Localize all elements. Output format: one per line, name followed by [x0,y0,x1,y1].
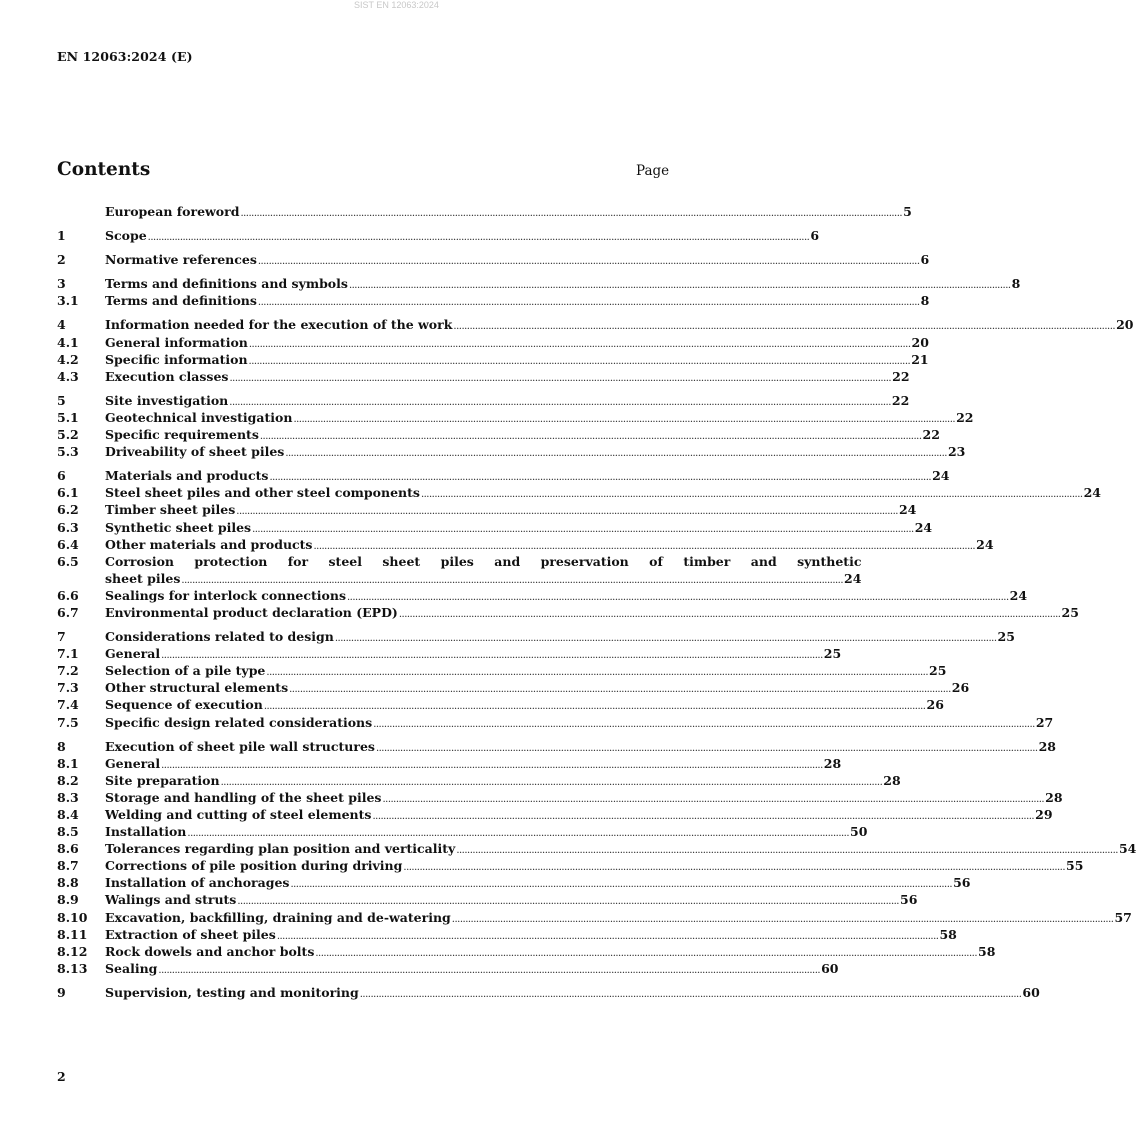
toc-entry[interactable] [57,755,842,772]
toc-entry-title: Sequence of execution [105,697,263,713]
toc-entry-title: Installation [105,824,187,840]
toc-entry-number: 7.3 [57,680,79,696]
toc-entry-title: Materials and products [105,468,269,484]
dot-leader [258,253,920,270]
toc-entry-title: Other structural elements [105,680,289,696]
dot-leader [158,962,820,979]
toc-entry[interactable] [57,501,917,518]
dot-leader [260,428,922,445]
toc-entry[interactable] [57,789,1063,806]
toc-entry-title: Tolerances regarding plan position and verticality [105,841,456,857]
toc-entry-number: 7.4 [57,697,79,713]
dot-leader [360,986,1022,1003]
dot-leader [289,681,951,698]
dot-leader [382,791,1044,808]
dot-leader [285,445,947,462]
toc-entry-title: Execution of sheet pile wall structures [105,738,375,754]
toc-entry-title: Synthetic sheet piles [105,519,252,535]
toc-entry-number: 8.4 [57,807,79,822]
toc-entry-number: 5.3 [57,444,79,460]
dot-leader [399,606,1061,623]
toc-entry-title: Environmental product declaration (EPD) [105,604,398,620]
toc-entry-title: Terms and definitions and symbols [105,276,348,292]
toc-entry[interactable] [57,772,901,789]
toc-entry-number: 8.13 [57,960,88,976]
toc-entry-page: 50 [850,824,868,840]
toc-entry[interactable] [57,409,974,426]
toc-entry[interactable] [57,943,996,960]
toc-entry-title: Steel sheet piles and other steel components [105,485,420,501]
dot-leader [452,911,1114,928]
toc-entry-number: 6.2 [57,502,79,518]
dot-leader [347,589,1009,606]
toc-entry-number: 8.7 [57,858,79,874]
toc-entry-page: 24 [898,502,917,518]
toc-entry-number: 8.2 [57,772,79,788]
toc-entry-number: 4.2 [57,351,79,367]
toc-entry[interactable] [57,227,820,244]
toc-entry-title: Driveability of sheet piles [105,444,285,460]
toc-entry-title: General [105,646,161,662]
toc-entry[interactable] [57,840,1136,857]
toc-entry-title: Execution classes [105,368,229,384]
toc-entry-number: 6.3 [57,519,79,535]
toc-entry-number: 5.1 [57,409,79,425]
toc-entry-title: Walings and struts [105,892,237,908]
toc-entry[interactable] [57,351,929,368]
toc-entry-page: 22 [892,368,910,384]
toc-entry-title: Site investigation [105,392,229,408]
toc-entry-title: Corrections of pile position during driving [105,858,403,874]
toc-entry-page: 29 [1035,807,1053,822]
toc-entry[interactable] [57,275,1021,292]
toc-entry[interactable] [57,874,971,891]
dot-leader [249,353,911,370]
dot-leader [421,486,1083,503]
watermark: SIST EN 12063:2024 [354,0,439,10]
toc-entry-title: Other materials and products [105,536,313,552]
toc-entry-page: 25 [1061,604,1079,620]
toc-entry[interactable] [57,645,842,662]
toc-entry[interactable] [57,587,1028,604]
toc-entry-page: 23 [947,444,966,460]
dot-leader [161,757,823,774]
dot-leader [456,842,1118,859]
toc-entry-number: 4 [57,317,66,333]
dot-leader [372,808,1034,825]
toc-entry-number: 8.12 [57,943,88,959]
toc-entry[interactable] [57,984,1040,1001]
toc-entry-title-continued: sheet piles [105,570,181,586]
dot-leader [229,394,891,411]
toc-entry-title: European foreword [105,204,240,219]
toc-entry[interactable] [57,334,929,351]
toc-entry-number: 8.10 [57,909,88,925]
toc-entry-page: 6 [920,252,930,268]
page-column-heading: Page [636,163,670,179]
toc-entry-number: 8.5 [57,824,79,840]
toc-entry-title: Sealings for interlock connections [105,587,346,603]
toc-entry-page: 25 [997,629,1015,645]
dot-leader [315,945,977,962]
toc-entry-number: 7.5 [57,714,79,730]
toc-entry-number: 3.1 [57,293,79,309]
toc-entry[interactable] [57,392,910,409]
dot-leader [229,370,891,387]
toc-entry-number: 8.8 [57,875,79,891]
toc-entry-page: 6 [810,228,820,244]
toc-entry-number: 8.11 [57,926,88,942]
toc-entry[interactable] [57,662,947,679]
toc-entry-number: 4.3 [57,368,79,384]
toc-entry[interactable] [57,628,1015,645]
toc-entry[interactable] [57,679,970,696]
toc-entry-title: Welding and cutting of steel elements [105,807,372,822]
toc-entry-number: 6.1 [57,485,79,501]
toc-entry[interactable] [57,467,950,484]
toc-entry-page: 55 [1066,858,1084,874]
toc-entry[interactable] [57,316,1134,333]
dot-leader [258,294,920,311]
toc-entry-number: 1 [57,228,66,244]
toc-entry-title: Sealing [105,960,158,976]
toc-entry-page: 28 [823,755,842,771]
toc-entry-page: 24 [1083,485,1101,501]
toc-entry-title: Supervision, testing and monitoring [105,984,359,1000]
toc-entry-number: 8.6 [57,841,79,857]
toc-entry-title: Specific information [105,351,248,367]
toc-entry-title: Storage and handling of the sheet piles [105,789,382,805]
toc-entry-number: 8.9 [57,892,79,908]
toc-entry-number: 4.1 [57,334,79,350]
toc-entry-title: Normative references [105,252,257,268]
toc-entry-number: 6.7 [57,604,79,620]
toc-entry-title: Rock dowels and anchor bolts [105,943,315,959]
toc-entry[interactable] [57,251,930,268]
toc-entry-title: Considerations related to design [105,629,334,645]
toc-entry-page: 22 [956,409,974,425]
dot-leader [148,229,810,246]
toc-entry-page: 28 [1045,789,1063,805]
toc-entry-number: 2 [57,252,66,268]
toc-entry-page: 22 [891,392,910,408]
toc-entry[interactable] [57,426,940,443]
toc-entry-title: Scope [105,228,147,244]
toc-entry-page: 24 [976,536,994,552]
toc-entry[interactable] [57,203,912,220]
toc-entry-title: Installation of anchorages [105,875,290,891]
toc-entry-title: Terms and definitions [105,293,257,309]
toc-entry-page: 24 [844,570,862,586]
toc-entry-number: 3 [57,276,66,292]
toc-entry-page: 54 [1118,841,1136,857]
toc-entry[interactable] [57,891,918,908]
toc-entry-title: Specific requirements [105,427,259,443]
toc-entry-page: 26 [951,680,970,696]
table-of-contents [57,203,1136,1001]
toc-entry[interactable] [57,292,930,309]
toc-entry-page: 24 [932,468,950,484]
dot-leader [373,716,1035,733]
toc-entry-title: Site preparation [105,772,220,788]
toc-entry[interactable] [57,857,1084,874]
dot-leader [293,411,955,428]
toc-entry-number: 7 [57,629,66,645]
dot-leader [453,318,1115,335]
toc-entry-page: 58 [939,926,957,942]
toc-entry[interactable] [57,519,933,536]
toc-entry-number: 5.2 [57,427,79,443]
toc-entry-title: Selection of a pile type [105,663,266,679]
toc-entry[interactable] [57,823,868,840]
dot-leader [252,521,914,538]
toc-entry[interactable] [57,368,910,385]
toc-entry-title: Corrosion protection for steel sheet piles and preservation of timber and synthetic [105,553,862,569]
toc-entry-page: 25 [929,663,947,679]
toc-entry-page: 57 [1114,909,1132,925]
dot-leader [277,928,939,945]
dot-leader [240,205,902,222]
toc-entry[interactable] [57,806,1053,823]
toc-entry-page: 28 [883,772,901,788]
toc-entry-number: 6.5 [57,553,79,569]
toc-entry-title: Timber sheet piles [105,502,236,518]
page-number: 2 [57,1069,66,1084]
toc-entry-page: 60 [1022,984,1040,1000]
toc-entry-number: 7.2 [57,663,79,679]
toc-entry-page: 58 [978,943,996,959]
toc-entry-title: General [105,755,161,771]
toc-entry-page: 24 [1009,587,1028,603]
toc-entry-page: 20 [911,334,929,350]
toc-entry[interactable] [57,553,862,587]
dot-leader [249,336,911,353]
toc-entry[interactable] [57,926,957,943]
document-id: EN 12063:2024 (E) [57,49,193,64]
toc-entry-page: 60 [821,960,839,976]
toc-entry-page: 56 [953,875,971,891]
toc-entry-page: 27 [1035,714,1054,730]
toc-entry[interactable] [57,536,994,553]
toc-entry-title: Information needed for the execution of the work [105,317,453,333]
toc-entry-number: 5 [57,392,66,408]
dot-leader [290,876,952,893]
toc-entry-title: General information [105,334,248,350]
dot-leader [376,740,1038,757]
toc-entry-page: 24 [914,519,933,535]
toc-entry-page: 25 [823,646,842,662]
toc-entry-page: 5 [903,204,912,219]
toc-entry-number: 6.6 [57,587,79,603]
toc-entry-number: 8 [57,738,66,754]
toc-entry-page: 21 [911,351,929,367]
dot-leader [266,664,928,681]
contents-heading: Contents [57,159,151,180]
toc-entry-number: 6 [57,468,66,484]
toc-entry-number: 7.1 [57,646,79,662]
dot-leader [349,277,1011,294]
toc-entry-title: Geotechnical investigation [105,409,293,425]
toc-entry-page: 26 [926,697,944,713]
toc-entry[interactable] [57,443,966,460]
toc-entry-title: Specific design related considerations [105,714,373,730]
toc-entry[interactable] [57,696,944,713]
toc-entry[interactable] [57,714,1054,731]
dot-leader [335,630,997,647]
toc-entry-page: 20 [1116,317,1134,333]
toc-entry-page: 22 [922,427,940,443]
toc-entry[interactable] [57,604,1079,621]
toc-entry-number: 9 [57,984,66,1000]
toc-entry[interactable] [57,909,1132,926]
toc-entry-page: 8 [1011,276,1021,292]
toc-entry-title: Excavation, backfilling, draining and de-watering [105,909,451,925]
toc-entry-title: Extraction of sheet piles [105,926,276,942]
toc-entry-number: 8.1 [57,755,79,771]
toc-entry-number: 6.4 [57,536,79,552]
dot-leader [236,503,898,520]
toc-entry-number: 8.3 [57,789,79,805]
toc-entry[interactable] [57,484,1101,501]
toc-entry-page: 28 [1038,738,1057,754]
toc-entry[interactable] [57,738,1057,755]
toc-entry[interactable] [57,960,839,977]
toc-entry-page: 8 [920,293,930,309]
toc-entry-page: 56 [900,892,918,908]
